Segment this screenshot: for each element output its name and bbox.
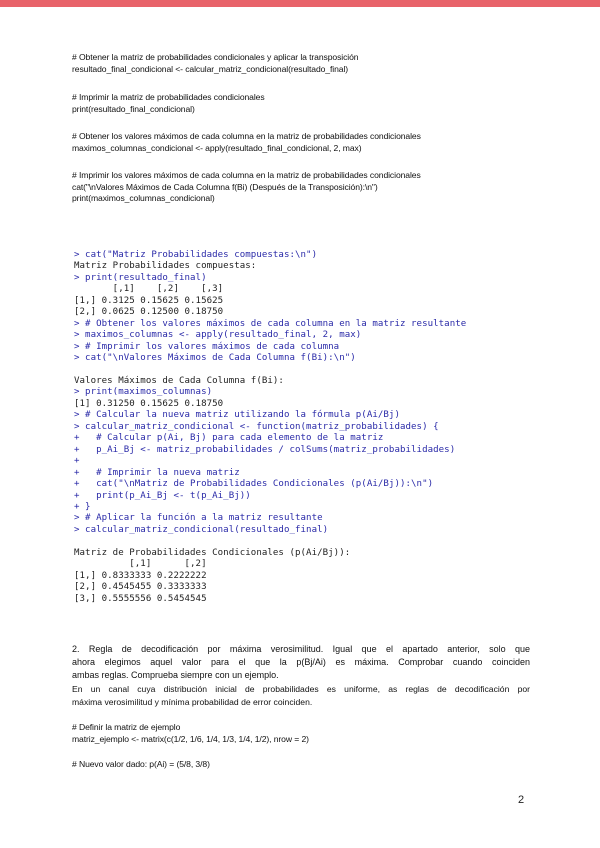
console-line: + print(p_Ai_Bj <- t(p_Ai_Bj))	[74, 490, 251, 501]
code-comment: # Imprimir los valores máximos de cada columna en la matriz de probabilidades condicionales	[72, 170, 421, 180]
console-line: [2,] 0.4545455 0.3333333	[74, 582, 207, 593]
page-number: 2	[518, 794, 525, 806]
console-line: > cat("Matriz Probabilidades compuestas:\n")	[74, 250, 318, 260]
r-console-output	[74, 250, 514, 605]
code-block-imprimir-matriz	[72, 92, 532, 115]
console-line: > print(maximos_columnas)	[74, 387, 213, 398]
console-line	[74, 536, 514, 547]
paragraph-line: 2. Regla de decodificación por máxima verosimilitud. Igual que el apartado anterior, solo que	[72, 644, 530, 654]
console-line	[74, 365, 514, 376]
console-line: + p_Ai_Bj <- matriz_probabilidades / colSums(matriz_probabilidades)	[74, 444, 456, 455]
console-line: + }	[74, 501, 91, 512]
console-line: + cat("\nMatriz de Probabilidades Condicionales (p(Ai/Bj)):\n")	[74, 479, 434, 490]
console-line: > maximos_columnas <- apply(resultado_final, 2, max)	[74, 330, 362, 341]
code-comment: # Imprimir la matriz de probabilidades condicionales	[72, 92, 265, 102]
console-line: Valores Máximos de Cada Columna f(Bi):	[74, 375, 284, 386]
code-line: matriz_ejemplo <- matrix(c(1/2, 1/6, 1/4, 1/3, 1/4, 1/2), nrow = 2)	[72, 733, 309, 744]
code-line: maximos_columnas_condicional <- apply(resultado_final_condicional, 2, max)	[72, 142, 362, 153]
console-line: > print(resultado_final)	[74, 272, 207, 283]
code-line: print(resultado_final_condicional)	[72, 103, 195, 114]
console-line: + # Imprimir la nueva matriz	[74, 467, 240, 478]
console-line: [,1] [,2] [,3]	[74, 284, 224, 295]
code-block-obtener-matriz	[72, 52, 532, 75]
paragraph-line: máxima verosimilitud y mínima probabilidad de error coinciden.	[72, 696, 313, 707]
console-line: [1,] 0.3125 0.15625 0.15625	[74, 295, 224, 306]
console-line: > calcular_matriz_condicional <- function(matriz_probabilidades) {	[74, 421, 439, 432]
code-comment: # Obtener los valores máximos de cada columna en la matriz de probabilidades condicionales	[72, 131, 421, 141]
console-line: > # Calcular la nueva matriz utilizando la fórmula p(Ai/Bj)	[74, 410, 400, 421]
console-line: > # Imprimir los valores máximos de cada columna	[74, 341, 340, 352]
console-line: > # Obtener los valores máximos de cada columna en la matriz resultante	[74, 318, 467, 329]
code-comment: # Definir la matriz de ejemplo	[72, 722, 181, 733]
console-line: Matriz Probabilidades compuestas:	[74, 261, 257, 272]
console-line: + # Calcular p(Ai, Bj) para cada elemento de la matriz	[74, 433, 384, 444]
console-line: [1] 0.31250 0.15625 0.18750	[74, 398, 224, 409]
paragraph-line: ambas reglas. Comprueba siempre con un ejemplo.	[72, 670, 279, 681]
console-line: [3,] 0.5555556 0.5454545	[74, 593, 207, 604]
section-max-likelihood	[72, 643, 530, 771]
paragraph-line: En un canal cuya distribución inicial de probabilidades es uniforme, as reglas de decodificación por	[72, 683, 530, 694]
code-comment: # Obtener la matriz de probabilidades condicionales y aplicar la transposición	[72, 52, 359, 62]
console-line: > cat("\nValores Máximos de Cada Columna f(Bi):\n")	[74, 353, 356, 364]
console-line: > # Aplicar la función a la matriz resultante	[74, 513, 323, 524]
code-block-imprimir-maximos	[72, 170, 532, 205]
code-comment: # Nuevo valor dado: p(Ai) = (5/8, 3/8)	[72, 759, 210, 770]
console-line: [2,] 0.0625 0.12500 0.18750	[74, 307, 224, 318]
console-line: +	[74, 456, 80, 467]
paragraph-line: ahora elegimos aquel valor para el que la p(Bj/Ai) es máxima. Comprobar cuando coinciden	[72, 657, 530, 668]
console-line: [,1] [,2]	[74, 559, 207, 570]
console-line: [1,] 0.8333333 0.2222222	[74, 570, 207, 581]
code-block-obtener-maximos	[72, 131, 532, 154]
console-line: > calcular_matriz_condicional(resultado_final)	[74, 524, 329, 535]
header-accent-bar	[0, 0, 600, 7]
code-line: cat("\nValores Máximos de Cada Columna f(Bi) (Después de la Transposición):\n")	[72, 181, 378, 192]
code-line: resultado_final_condicional <- calcular_matriz_condicional(resultado_final)	[72, 63, 349, 74]
code-line: print(maximos_columnas_condicional)	[72, 193, 215, 203]
console-line: Matriz de Probabilidades Condicionales (p(Ai/Bj)):	[74, 547, 351, 558]
